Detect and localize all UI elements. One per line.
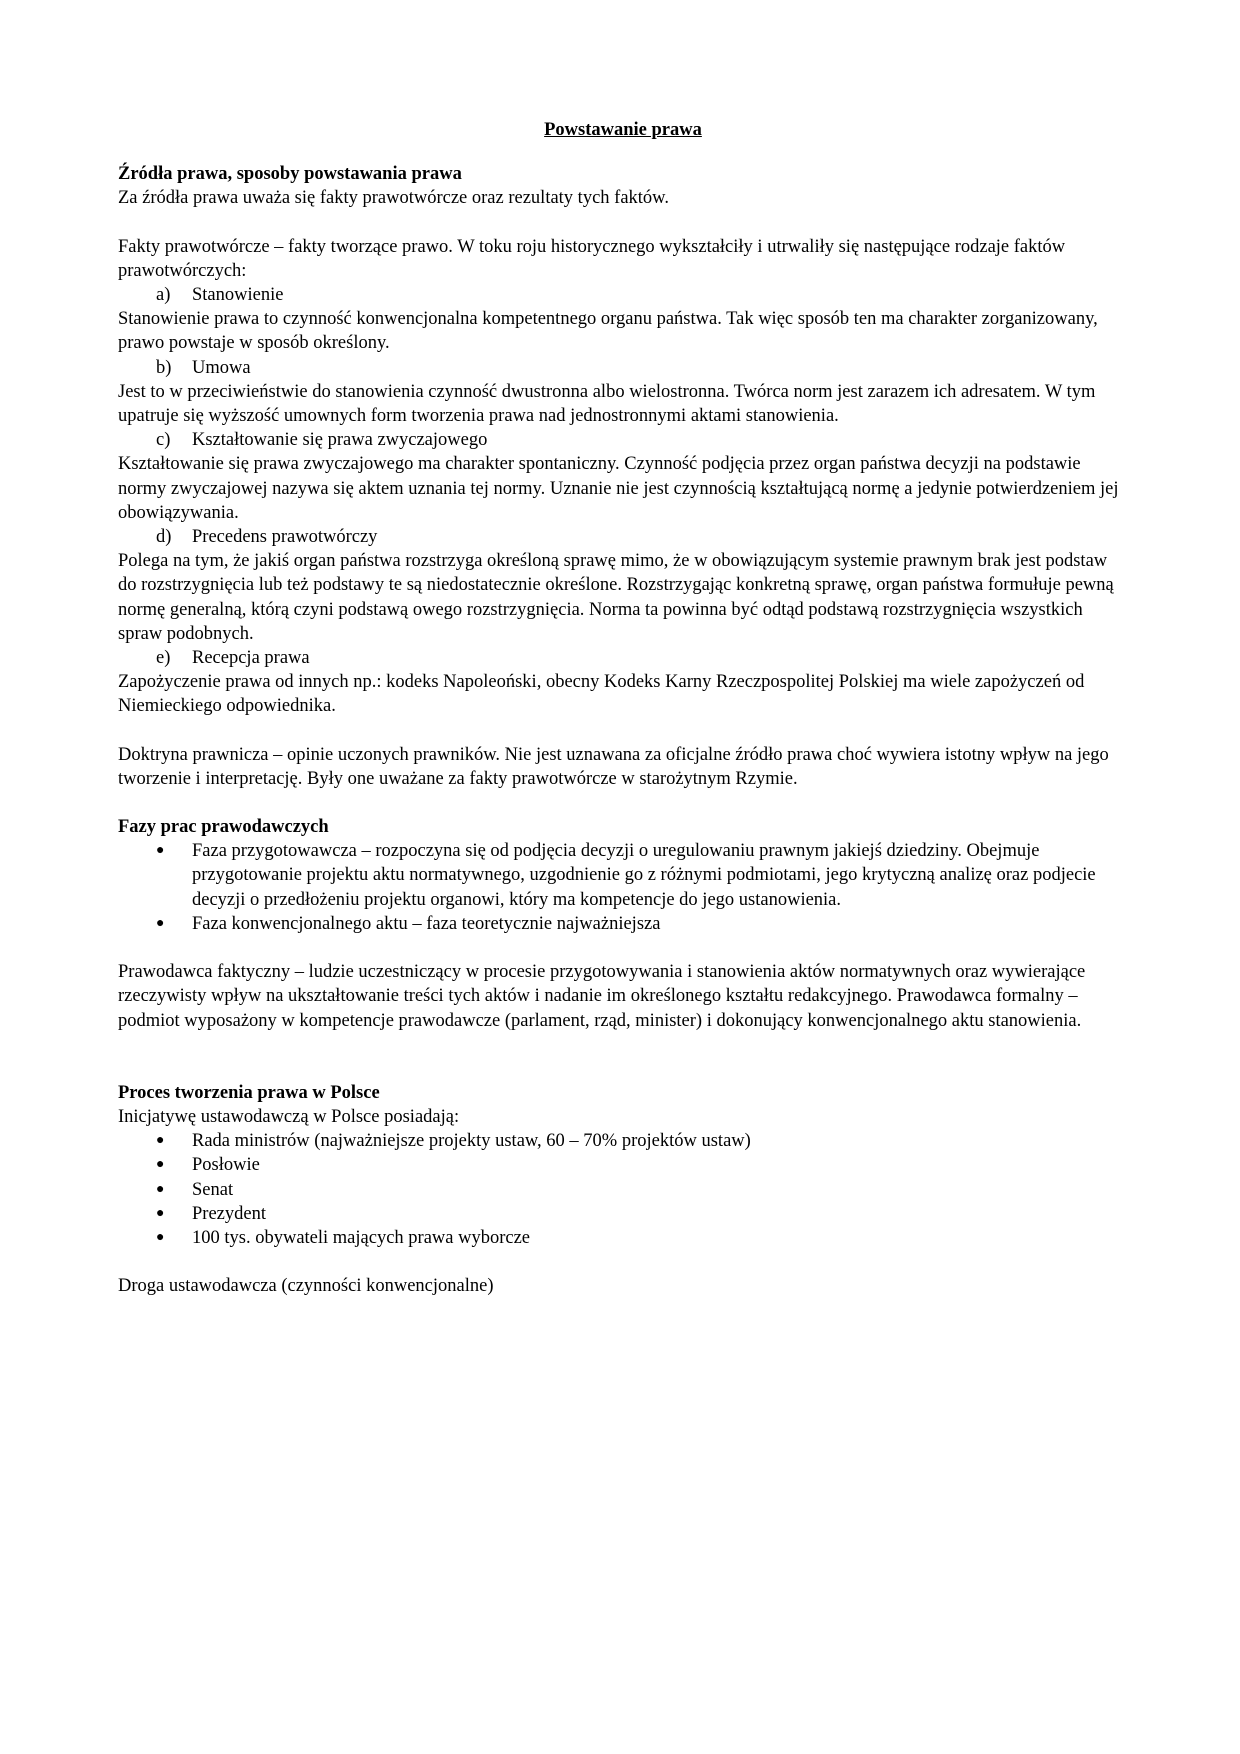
section-heading-phases: Fazy prac prawodawczych [118,817,329,838]
list-item-text: Senat [192,1179,234,1200]
list-item [118,1178,1128,1202]
bullet-icon: ● [156,1229,165,1245]
bullet-icon: ● [156,1181,165,1197]
list-item-label: Kształtowanie się prawa zwyczajowego [192,430,488,451]
paragraph-lawmakers: Prawodawca faktyczny – ludzie uczestniczący w procesie przygotowywania i stanowienia aktów normatywnych oraz wywierające rzeczywisty wpływ na ukształtowanie treści tych aktów i nadanie im określonego kształtu redakcyjnego. Prawodawca formalny – podmiot wyposażony w kompetencje prawodawcze (parlament, rząd, minister) i dokonujący konwencjonalnego aktu stanowienia. [118,962,1086,1031]
list-item-label: Recepcja prawa [192,648,310,669]
list-item-c [118,428,1128,452]
bullet-icon: ● [156,1133,165,1149]
paragraph-legislative-path: Droga ustawodawcza (czynności konwencjonalne) [118,1276,494,1297]
document-page [118,118,1128,1298]
bullet-icon: ● [156,1205,165,1221]
list-item-a [118,283,1128,307]
paragraph-umowa: Jest to w przeciwieństwie do stanowienia czynność dwustronna albo wielostronna. Twórca norm jest zarazem ich adresatem. W tym upatruje się wyższość umownych form tworzenia prawa nad jednostronnymi aktami stanowienia. [118,381,1096,427]
list-item-text: Posłowie [192,1155,260,1176]
paragraph-facts-intro: Fakty prawotwórcze – fakty tworzące prawo. W toku roju historycznego wykształciły i utrwaliły się następujące rodzaje faktów prawotwórczych: [118,236,1066,281]
spacer [118,719,1128,743]
list-item-text: Faza przygotowawcza – rozpoczyna się od podjęcia decyzji o uregulowaniu prawnym jakiejś dziedziny. Obejmuje przygotowanie projektu aktu normatywnego, uzgodnienie go z różnymi podmiotami, jego krytyczną analizę oraz podjecie decyzji o przedłożeniu projektu organowi, który ma kompetencje do jego ustanowienia. [192,841,1096,910]
list-item-label: Umowa [192,357,251,378]
list-item [118,1129,1128,1153]
list-item-text: Rada ministrów (najważniejsze projekty ustaw, 60 – 70% projektów ustaw) [192,1131,751,1152]
list-item-label: Precedens prawotwórczy [192,527,378,548]
bullet-list-initiative [118,1129,1128,1250]
section-heading-sources: Źródła prawa, sposoby powstawania prawa [118,164,462,185]
spacer [118,211,1128,235]
bullet-icon: ● [156,843,165,859]
bullet-icon: ● [156,915,165,931]
paragraph-sources-intro: Za źródła prawa uważa się fakty prawotwórcze oraz rezultaty tych faktów. [118,188,669,209]
paragraph-doctrine: Doktryna prawnicza – opinie uczonych prawników. Nie jest uznawana za oficjalne źródło prawa choć wywiera istotny wpływ na jego tworzenie i interpretację. Były one uważane za fakty prawotwórcze w starożytnym Rzymie. [118,744,1109,789]
list-item-text: 100 tys. obywateli mających prawa wyborcze [192,1227,531,1248]
section-heading-process: Proces tworzenia prawa w Polsce [118,1082,380,1103]
spacer [118,1033,1128,1081]
list-item [118,1202,1128,1226]
list-marker: e) [156,648,171,669]
paragraph-zwyczaj: Kształtowanie się prawa zwyczajowego ma charakter spontaniczny. Czynność podjęcia przez organ państwa decyzji na podstawie normy zwyczajowej nazywa się aktem uznania tej normy. Uznanie nie jest czynnością kształtującą normę a jedynie potwierdzeniem jej obowiązywania. [118,454,1119,523]
list-item [118,1226,1128,1250]
list-item [118,839,1128,912]
document-title: Powstawanie prawa [544,120,702,140]
paragraph-recepcja: Zapożyczenie prawa od innych np.: kodeks Napoleoński, obecny Kodeks Karny Rzeczpospolitej Polskiej ma wiele zapożyczeń od Niemieckiego odpowiednika. [118,672,1085,717]
list-item-text: Prezydent [192,1203,266,1224]
list-marker: a) [156,285,171,306]
paragraph-stanowienie: Stanowienie prawa to czynność konwencjonalna kompetentnego organu państwa. Tak więc sposób ten ma charakter zorganizowany, prawo powstaje w sposób określony. [118,309,1098,354]
list-marker: c) [156,430,171,451]
bullet-list-phases [118,839,1128,936]
paragraph-precedens: Polega na tym, że jakiś organ państwa rozstrzyga określoną sprawę mimo, że w obowiązującym systemie prawnym brak jest podstaw do rozstrzygnięcia lub też podstawy te są niedostatecznie określone. Rozstrzygając konkretną sprawę, organ państwa formułuje pewną normę generalną, którą czyni podstawą owego rozstrzygnięcia. Norma ta powinna być odtąd podstawą rozstrzygnięcia wszystkich spraw podobnych. [118,551,1114,644]
list-marker: d) [156,527,172,548]
spacer [118,936,1128,960]
list-item-text: Faza konwencjonalnego aktu – faza teoretycznie najważniejsza [192,913,661,934]
list-item-b [118,356,1128,380]
bullet-icon: ● [156,1157,165,1173]
list-item [118,912,1128,936]
list-item [118,1153,1128,1177]
list-marker: b) [156,357,172,378]
spacer [118,791,1128,815]
spacer [118,1250,1128,1274]
list-item-label: Stanowienie [192,285,284,306]
list-item-d [118,525,1128,549]
paragraph-initiative-intro: Inicjatywę ustawodawczą w Polsce posiadają: [118,1106,460,1127]
list-item-e [118,646,1128,670]
